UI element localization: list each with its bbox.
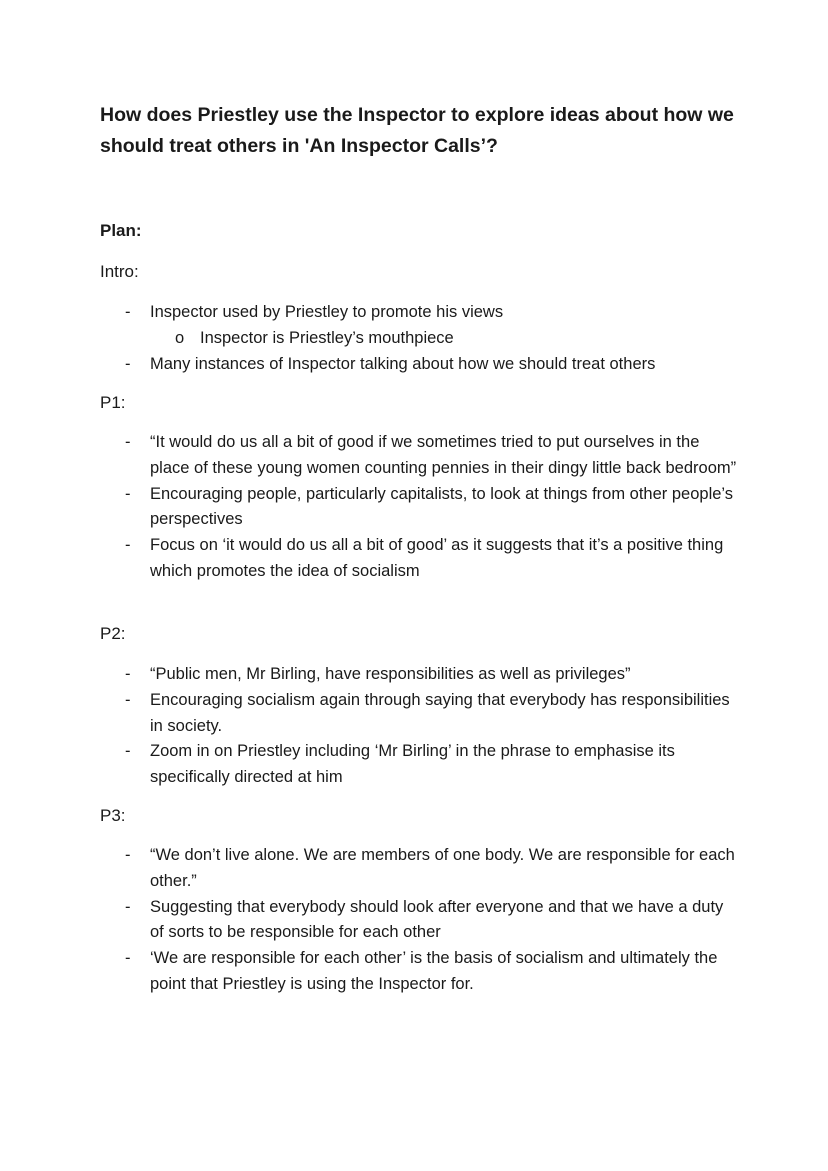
list-item [100, 352, 740, 378]
sub-list-item-text: Inspector is Priestley’s mouthpiece [200, 328, 454, 347]
dash-bullet: - [125, 536, 131, 555]
list-item-text: Focus on ‘it would do us all a bit of good’ as it suggests that it’s a positive thing which promotes the idea of socialism [150, 536, 724, 580]
list-item-text: Encouraging socialism again through saying that everybody has responsibilities in society. [150, 690, 730, 735]
list-item-text: “It would do us all a bit of good if we sometimes tried to put ourselves in the place of these young women counting pennies in their dingy little back bedroom” [150, 433, 737, 477]
list-item [100, 482, 740, 534]
section-label-p2: P2: [100, 624, 126, 643]
p2-list [100, 662, 740, 791]
list-item-text: Inspector used by Priestley to promote his views [150, 303, 504, 321]
list-item-text: ‘We are responsible for each other’ is the basis of socialism and ultimately the point that Priestley is using the Inspector for. [150, 949, 718, 993]
document-title: How does Priestley use the Inspector to explore ideas about how we should treat others in 'An Inspector Calls’? [100, 104, 734, 157]
list-item [100, 895, 740, 947]
p3-list [100, 843, 740, 998]
dash-bullet: - [125, 949, 131, 968]
dash-bullet: - [125, 690, 131, 709]
sub-list-item [100, 326, 740, 352]
dash-bullet: - [125, 846, 131, 864]
list-item [100, 533, 740, 585]
section-label-p3: P3: [100, 806, 126, 825]
dash-bullet: - [125, 665, 131, 683]
list-item [100, 430, 740, 482]
list-item-text: Zoom in on Priestley including ‘Mr Birling’ in the phrase to emphasise its specifically directed at him [150, 742, 675, 787]
list-item [100, 946, 740, 998]
dash-bullet: - [125, 303, 131, 321]
dash-bullet: - [125, 354, 131, 373]
plan-heading: Plan: [100, 221, 142, 240]
dash-bullet: - [125, 484, 131, 503]
intro-list [100, 300, 740, 377]
dash-bullet: - [125, 897, 131, 916]
section-label-p1: P1: [100, 393, 126, 412]
section-label-intro: Intro: [100, 262, 139, 281]
list-item-text: Encouraging people, particularly capitalists, to look at things from other people’s perspectives [150, 484, 734, 529]
list-item [100, 739, 740, 791]
list-item [100, 300, 740, 326]
list-item-text: Many instances of Inspector talking about how we should treat others [150, 354, 656, 373]
list-item [100, 688, 740, 740]
p1-list [100, 430, 740, 585]
dash-bullet: - [125, 433, 131, 451]
list-item-text: “We don’t live alone. We are members of one body. We are responsible for each other.” [150, 846, 735, 890]
list-item-text: “Public men, Mr Birling, have responsibilities as well as privileges” [150, 665, 631, 683]
list-item [100, 662, 740, 688]
dash-bullet: - [125, 742, 131, 761]
list-item-text: Suggesting that everybody should look after everyone and that we have a duty of sorts to be responsible for each other [150, 897, 724, 942]
circle-bullet: o [175, 328, 185, 347]
list-item [100, 843, 740, 895]
